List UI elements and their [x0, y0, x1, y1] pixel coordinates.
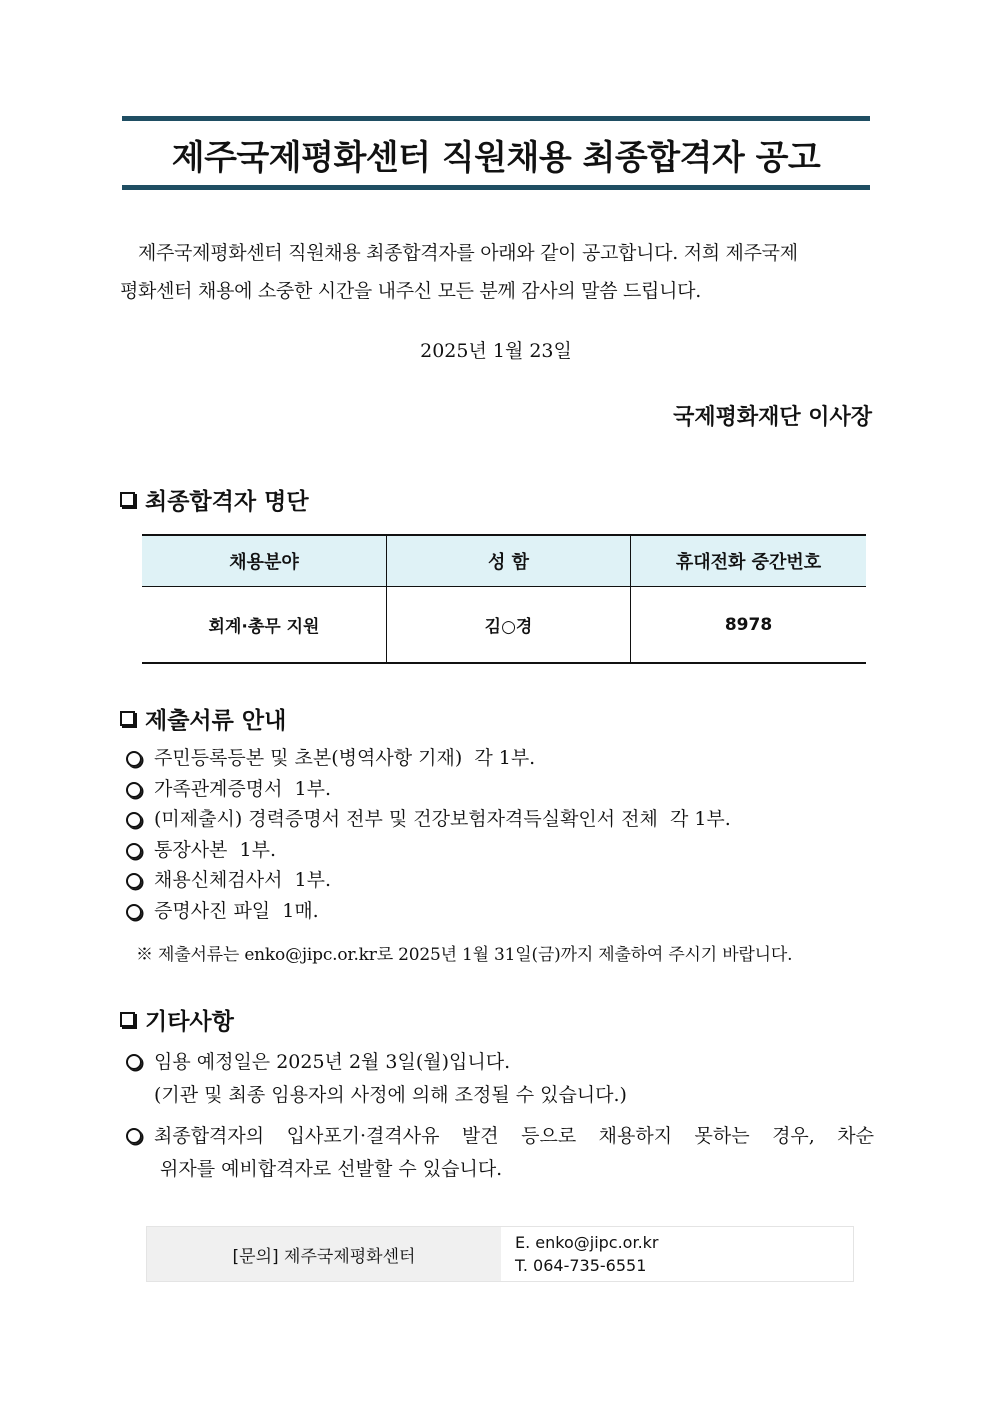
list-item-subtext: (기관 및 최종 임용자의 사정에 의해 조정될 수 있습니다.)	[154, 1084, 627, 1106]
circle-bullet-icon	[126, 904, 142, 920]
circle-bullet-icon	[126, 1128, 142, 1144]
circle-bullet-icon	[126, 812, 142, 828]
section-heading-label: 기타사항	[145, 1009, 234, 1035]
page-title: 제주국제평화센터 직원채용 최종합격자 공고	[171, 138, 821, 178]
title-top-rule	[122, 116, 870, 121]
circle-bullet-icon	[126, 751, 142, 767]
list-item: 증명사진 파일 1매.	[126, 896, 731, 927]
intro-line-2: 평화센터 채용에 소중한 시간을 내주신 모든 분께 감사의 말씀 드립니다.	[120, 280, 701, 302]
square-bullet-icon	[120, 1012, 135, 1027]
announcement-date: 2025년 1월 23일	[420, 340, 572, 362]
list-item: 가족관계증명서 1부.	[126, 774, 731, 805]
table-cell: 8978	[631, 587, 867, 664]
column-header: 성 함	[387, 535, 631, 587]
etc-list	[126, 1046, 874, 1186]
contact-details	[501, 1227, 853, 1281]
submission-note: ※ 제출서류는 enko@jipc.or.kr로 2025년 1월 31일(금)까지 제출하여 주시기 바랍니다.	[136, 945, 793, 965]
intro-line-1: 제주국제평화센터 직원채용 최종합격자를 아래와 같이 공고합니다. 저희 제주국제	[138, 242, 798, 264]
contact-box	[146, 1226, 854, 1282]
square-bullet-icon	[120, 492, 135, 507]
section-heading-label: 최종합격자 명단	[145, 489, 309, 515]
documents-list	[126, 743, 731, 926]
table-cell: 김○경	[387, 587, 631, 664]
circle-bullet-icon	[126, 873, 142, 889]
contact-phone: T. 064-735-6551	[515, 1256, 647, 1275]
list-item: 주민등록등본 및 초본(병역사항 기재) 각 1부.	[126, 743, 731, 774]
contact-label: [문의] 제주국제평화센터	[147, 1227, 501, 1281]
list-item: (미제출시) 경력증명서 전부 및 건강보험자격득실확인서 전체 각 1부.	[126, 804, 731, 835]
list-item: 채용신체검사서 1부.	[126, 865, 731, 896]
table-header-row	[142, 535, 866, 587]
circle-bullet-icon	[126, 1054, 142, 1070]
section-heading-label: 제출서류 안내	[145, 708, 287, 734]
finalists-table	[142, 534, 866, 664]
title-block	[122, 116, 870, 190]
circle-bullet-icon	[126, 782, 142, 798]
signer: 국제평화재단 이사장	[673, 404, 872, 430]
contact-email: E. enko@jipc.or.kr	[515, 1233, 659, 1252]
column-header: 휴대전화 중간번호	[631, 535, 867, 587]
list-item: 통장사본 1부.	[126, 835, 731, 866]
section-heading-finalists	[120, 483, 309, 516]
section-heading-documents	[120, 702, 286, 735]
table-row	[142, 587, 866, 664]
square-bullet-icon	[120, 711, 135, 726]
list-item: 임용 예정일은 2025년 2월 3일(월)입니다.	[126, 1046, 874, 1079]
list-item: 최종합격자의 입사포기·결격사유 발견 등으로 채용하지 못하는 경우, 차순 위자를 예비합격자로 선발할 수 있습니다.	[126, 1120, 874, 1186]
circle-bullet-icon	[126, 843, 142, 859]
title-bottom-rule	[122, 185, 870, 190]
table-cell: 회계·총무 지원	[142, 587, 387, 664]
intro-paragraph	[120, 234, 874, 310]
section-heading-etc	[120, 1003, 234, 1036]
column-header: 채용분야	[142, 535, 387, 587]
